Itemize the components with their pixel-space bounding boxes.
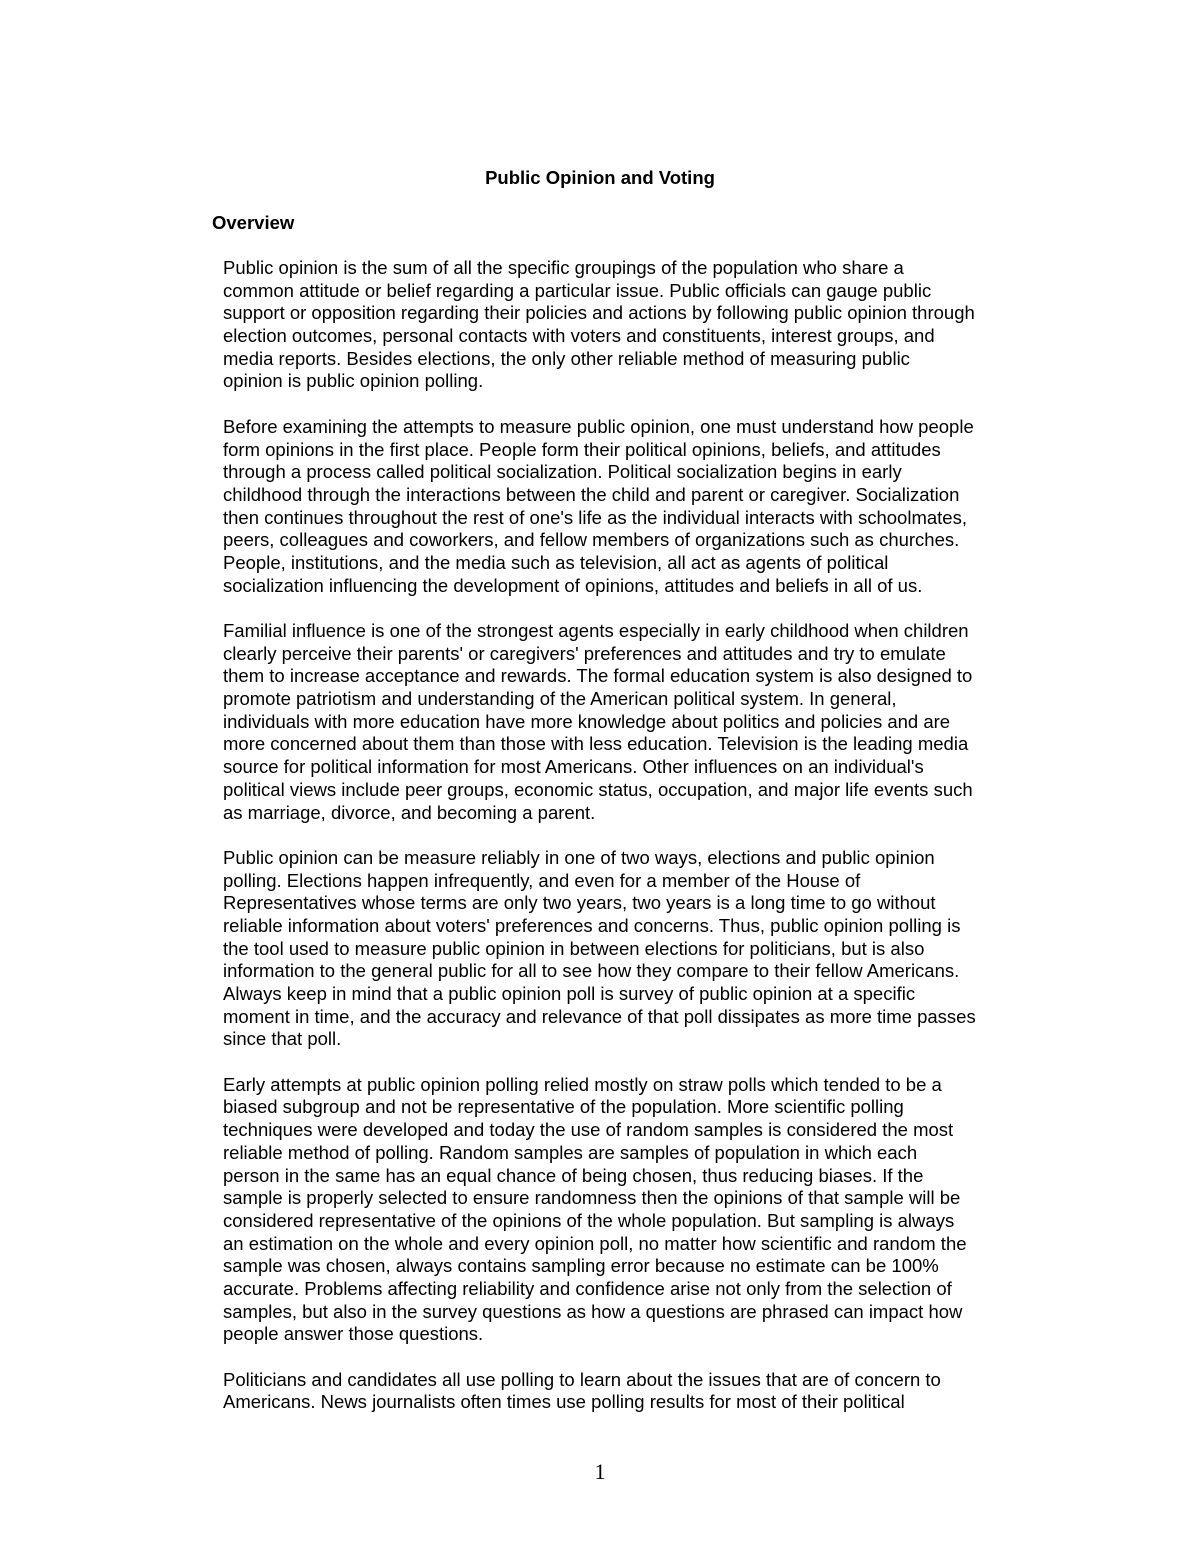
text-line: media reports. Besides elections, the only other reliable method of measuring public: [223, 347, 910, 369]
paragraph-polling-usage: [223, 1369, 1033, 1414]
text-line: considered representative of the opinions of the whole population. But sampling is always: [223, 1209, 955, 1231]
text-line: people answer those questions.: [223, 1323, 484, 1345]
text-line: then continues throughout the rest of one's life as the individual interacts with schoolmates,: [223, 506, 967, 528]
text-line: clearly perceive their parents' or caregivers' preferences and attitudes and try to emulate: [223, 642, 946, 664]
text-line: People, institutions, and the media such as television, all act as agents of political: [223, 551, 889, 573]
text-line: childhood through the interactions between the child and parent or caregiver. Socialization: [223, 483, 960, 505]
paragraph-familial-influence: [223, 620, 1033, 824]
paragraph-polling-history: [223, 1074, 1033, 1346]
text-line: person in the same has an equal chance of being chosen, thus reducing biases. If the: [223, 1164, 924, 1186]
text-line: source for political information for most Americans. Other influences on an individual's: [223, 756, 924, 778]
text-line: Public opinion is the sum of all the specific groupings of the population who share a: [223, 257, 904, 278]
text-line: sample is properly selected to ensure randomness then the opinions of that sample will be: [223, 1187, 961, 1209]
text-line: reliable information about voters' preferences and concerns. Thus, public opinion polling is: [223, 914, 961, 936]
section-heading-overview: Overview: [212, 212, 295, 233]
text-line: individuals with more education have more knowledge about politics and policies and are: [223, 710, 951, 732]
text-line: the tool used to measure public opinion in between elections for politicians, but is also: [223, 937, 925, 959]
text-line: as marriage, divorce, and becoming a parent.: [223, 801, 596, 823]
document-body: [223, 257, 1033, 1437]
text-line: them to increase acceptance and rewards. The formal education system is also designed to: [223, 665, 973, 687]
paragraph-political-socialization: [223, 416, 1033, 598]
text-line: election outcomes, personal contacts with voters and constituents, interest groups, and: [223, 325, 935, 347]
document-title: Public Opinion and Voting: [485, 167, 715, 188]
text-line: through a process called political socialization. Political socialization begins in early: [223, 461, 902, 483]
text-line: support or opposition regarding their policies and actions by following public opinion through: [223, 302, 975, 324]
text-line: Politicians and candidates all use polling to learn about the issues that are of concern to: [223, 1368, 941, 1390]
text-line: accurate. Problems affecting reliability and confidence arise not only from the selection of: [223, 1277, 952, 1299]
text-line: common attitude or belief regarding a particular issue. Public officials can gauge public: [223, 279, 932, 301]
text-line: Americans. News journalists often times use polling results for most of their political: [223, 1391, 905, 1413]
text-line: Representatives whose terms are only two years, two years is a long time to go without: [223, 892, 936, 914]
text-line: biased subgroup and not be representative of the population. More scientific polling: [223, 1096, 904, 1118]
text-line: reliable method of polling. Random samples are samples of population in which each: [223, 1141, 918, 1163]
page-number: 1: [594, 1459, 606, 1484]
text-line: polling. Elections happen infrequently, and even for a member of the House of: [223, 869, 861, 891]
text-line: moment in time, and the accuracy and relevance of that poll dissipates as more time passes: [223, 1005, 976, 1027]
text-line: Early attempts at public opinion polling relied mostly on straw polls which tended to be a: [223, 1073, 942, 1095]
text-line: promote patriotism and understanding of the American political system. In general,: [223, 688, 897, 710]
text-line: Always keep in mind that a public opinion poll is survey of public opinion at a specific: [223, 983, 916, 1004]
text-line: Public opinion can be measure reliably in one of two ways, elections and public opinion: [223, 846, 935, 868]
paragraph-measuring-opinion: [223, 847, 1033, 1051]
text-line: samples, but also in the survey questions as how a questions are phrased can impact how: [223, 1300, 963, 1322]
text-line: sample was chosen, always contains sampling error because no estimate can be 100%: [223, 1255, 939, 1277]
text-line: form opinions in the first place. People form their political opinions, beliefs, and attitudes: [223, 438, 941, 460]
text-line: more concerned about them than those with less education. Television is the leading media: [223, 733, 969, 755]
text-line: socialization influencing the development of opinions, attitudes and beliefs in all of us.: [223, 574, 923, 596]
text-line: Familial influence is one of the strongest agents especially in early childhood when children: [223, 620, 969, 641]
text-line: an estimation on the whole and every opinion poll, no matter how scientific and random the: [223, 1232, 967, 1254]
text-line: techniques were developed and today the use of random samples is considered the most: [223, 1119, 954, 1141]
text-line: opinion is public opinion polling.: [223, 370, 484, 392]
text-line: Before examining the attempts to measure public opinion, one must understand how people: [223, 415, 974, 437]
text-line: peers, colleagues and coworkers, and fellow members of organizations such as churches.: [223, 529, 960, 551]
text-line: since that poll.: [223, 1028, 342, 1050]
text-line: political views include peer groups, economic status, occupation, and major life events such: [223, 778, 973, 800]
text-line: information to the general public for all to see how they compare to their fellow Americans.: [223, 960, 960, 982]
paragraph-public-opinion-definition: [223, 257, 1033, 393]
